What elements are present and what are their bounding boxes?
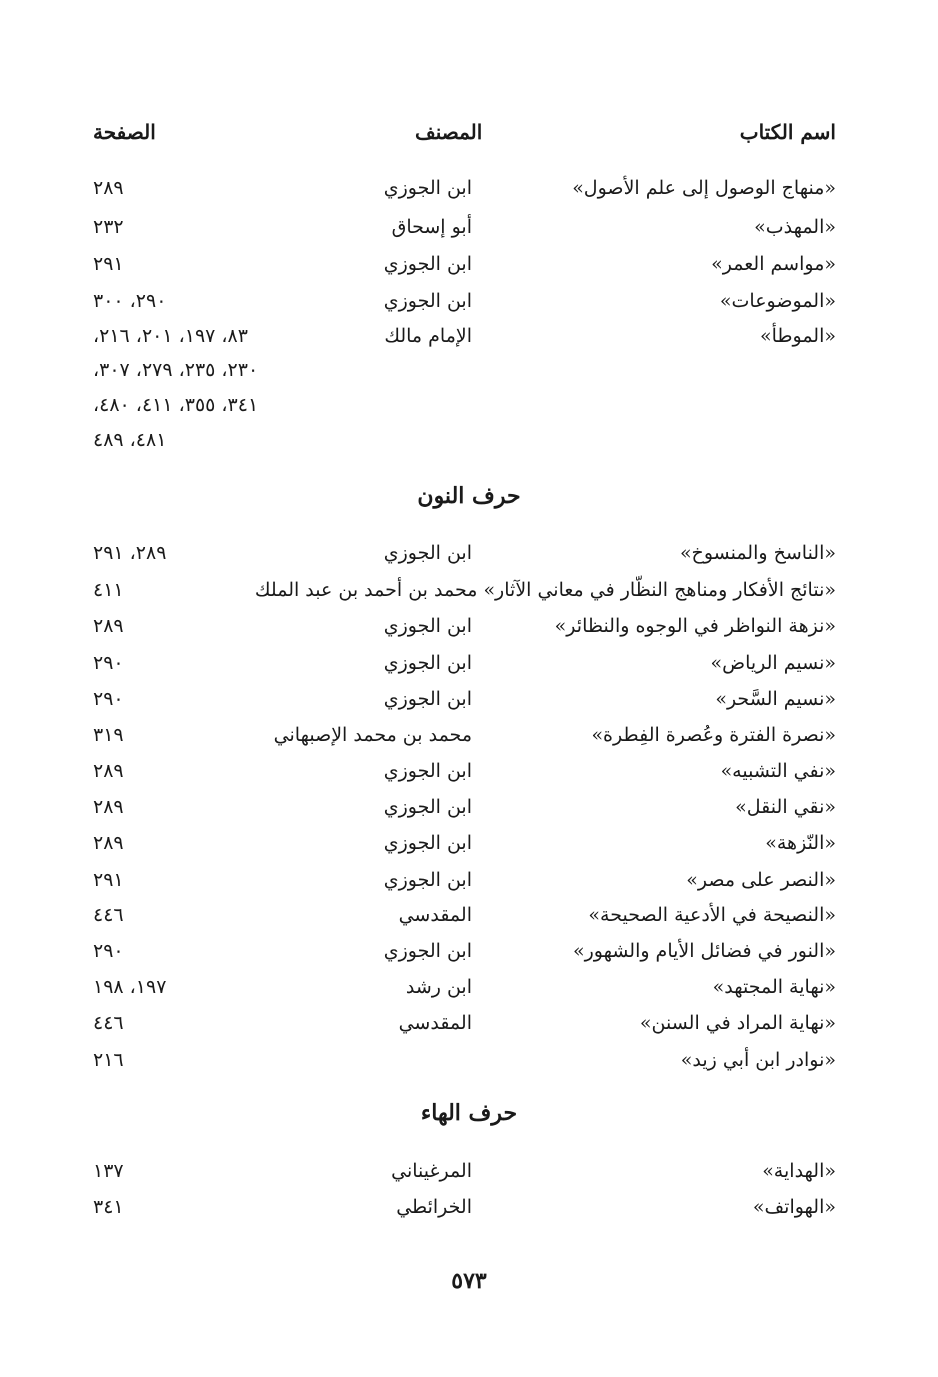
author-name: المقدسي xyxy=(398,1012,472,1034)
author-name: الخرائطي xyxy=(396,1196,472,1218)
book-title: «نفي التشبيه» xyxy=(720,760,836,782)
book-title: «النّزهة» xyxy=(765,832,836,854)
index-row xyxy=(0,1042,938,1078)
index-row xyxy=(0,753,938,789)
book-title: «مواسم العمر» xyxy=(711,253,836,275)
page-refs: ٢٨٩ xyxy=(93,796,124,818)
book-title: «المهذب» xyxy=(754,216,836,238)
author-name: ابن رشد xyxy=(405,976,472,998)
book-title: «النصر على مصر» xyxy=(686,869,836,891)
page-refs: ٢٣٢ xyxy=(93,216,124,238)
index-row xyxy=(0,933,938,969)
index-row xyxy=(0,246,938,282)
index-row xyxy=(0,1005,938,1041)
page-refs: ٢٩١ xyxy=(93,869,124,891)
index-row xyxy=(0,969,938,1005)
index-row xyxy=(0,862,938,898)
header-book-name: اسم الكتاب xyxy=(739,120,836,144)
index-row xyxy=(0,572,938,608)
author-name: ابن الجوزي xyxy=(383,177,472,199)
index-row xyxy=(0,170,938,206)
index-row xyxy=(0,283,938,319)
author-name: ابن الجوزي xyxy=(383,615,472,637)
page-refs: ٢٩٠ xyxy=(93,688,124,710)
book-title: «نصرة الفترة وعُصرة الفِطرة» xyxy=(591,724,836,746)
page-refs: ٢٩١ xyxy=(93,253,124,275)
page-refs: ٢٩٠، ٣٠٠ xyxy=(93,290,167,312)
author-name: ابن الجوزي xyxy=(383,290,472,312)
page-refs: ٤١١ xyxy=(93,579,124,601)
book-title: «نسيم السَّحر» xyxy=(715,688,836,710)
book-title-with-author xyxy=(255,572,836,608)
index-row xyxy=(0,789,938,825)
page-refs: ٨٣، ١٩٧، ٢٠١، ٢١٦، xyxy=(93,325,248,347)
book-title: «نتائج الأفكار ومناهج النظّار في معاني الآثار» xyxy=(483,579,836,601)
index-row xyxy=(0,897,938,933)
book-title: «نهاية المراد في السنن» xyxy=(639,1012,836,1034)
author-name: أبو إسحاق xyxy=(391,216,472,238)
author-name: المقدسي xyxy=(398,904,472,926)
page-refs: ٤٤٦ xyxy=(93,904,124,926)
section-title-noon: حرف النون xyxy=(417,483,521,509)
book-title: «نزهة النواظر في الوجوه والنظائر» xyxy=(554,615,836,637)
author-name: ابن الجوزي xyxy=(383,869,472,891)
page-refs: ٢٩٠ xyxy=(93,652,124,674)
book-title: «النور في فضائل الأيام والشهور» xyxy=(572,940,836,962)
page-refs: ٢٨٩ xyxy=(93,615,124,637)
index-row xyxy=(0,318,938,354)
section-title-haa: حرف الهاء xyxy=(420,1100,518,1126)
header-page: الصفحة xyxy=(93,120,156,144)
page-refs: ١٩٧، ١٩٨ xyxy=(93,976,167,998)
book-title: «الموطأ» xyxy=(759,325,836,347)
page-refs: ٢٨٩ xyxy=(93,177,124,199)
author-name: ابن الجوزي xyxy=(383,940,472,962)
page-refs: ٣٤١ xyxy=(93,1196,124,1218)
book-title: «منهاج الوصول إلى علم الأصول» xyxy=(572,177,836,199)
page-refs: ٢١٦ xyxy=(93,1049,124,1071)
page-number: ٥٧٣ xyxy=(451,1268,487,1294)
index-row xyxy=(0,535,938,571)
book-title: «الهواتف» xyxy=(752,1196,836,1218)
index-row xyxy=(0,825,938,861)
page-refs: ١٣٧ xyxy=(93,1160,124,1182)
page-refs: ٢٨٩ xyxy=(93,760,124,782)
book-title: «الموضوعات» xyxy=(719,290,836,312)
page-refs: ٣١٩ xyxy=(93,724,124,746)
page-refs-continuation: ٤٨١، ٤٨٩ xyxy=(93,429,167,451)
book-title: «نسيم الرياض» xyxy=(710,652,836,674)
author-name: ابن الجوزي xyxy=(383,688,472,710)
author-name: الإمام مالك xyxy=(384,325,472,347)
page-refs: ٢٨٩ xyxy=(93,832,124,854)
index-row xyxy=(0,645,938,681)
author-name: ابن الجوزي xyxy=(383,760,472,782)
author-name: محمد بن أحمد بن عبد الملك xyxy=(254,579,478,601)
author-name: المرغيناني xyxy=(391,1160,472,1182)
book-title: «الهداية» xyxy=(762,1160,836,1182)
index-row xyxy=(0,717,938,753)
page-refs: ٢٩٠ xyxy=(93,940,124,962)
index-row xyxy=(0,681,938,717)
author-name: ابن الجوزي xyxy=(383,542,472,564)
index-row xyxy=(0,1189,938,1225)
page-refs-continuation: ٢٣٠، ٢٣٥، ٢٧٩، ٣٠٧، xyxy=(93,359,259,381)
index-row xyxy=(0,608,938,644)
index-row xyxy=(0,209,938,245)
page-refs-continuation: ٣٤١، ٣٥٥، ٤١١، ٤٨٠، xyxy=(93,394,259,416)
author-name: ابن الجوزي xyxy=(383,253,472,275)
book-title: «النصيحة في الأدعية الصحيحة» xyxy=(588,904,836,926)
author-name: محمد بن محمد الإصبهاني xyxy=(273,724,472,746)
book-title: «نوادر ابن أبي زيد» xyxy=(680,1049,836,1071)
book-title: «الناسخ والمنسوخ» xyxy=(679,542,836,564)
book-title: «نهاية المجتهد» xyxy=(712,976,836,998)
page-refs: ٢٨٩، ٢٩١ xyxy=(93,542,167,564)
author-name: ابن الجوزي xyxy=(383,652,472,674)
page-refs: ٤٤٦ xyxy=(93,1012,124,1034)
author-name: ابن الجوزي xyxy=(383,832,472,854)
book-title: «نقي النقل» xyxy=(735,796,836,818)
header-author: المصنف xyxy=(415,120,483,144)
author-name: ابن الجوزي xyxy=(383,796,472,818)
index-row xyxy=(0,1153,938,1189)
